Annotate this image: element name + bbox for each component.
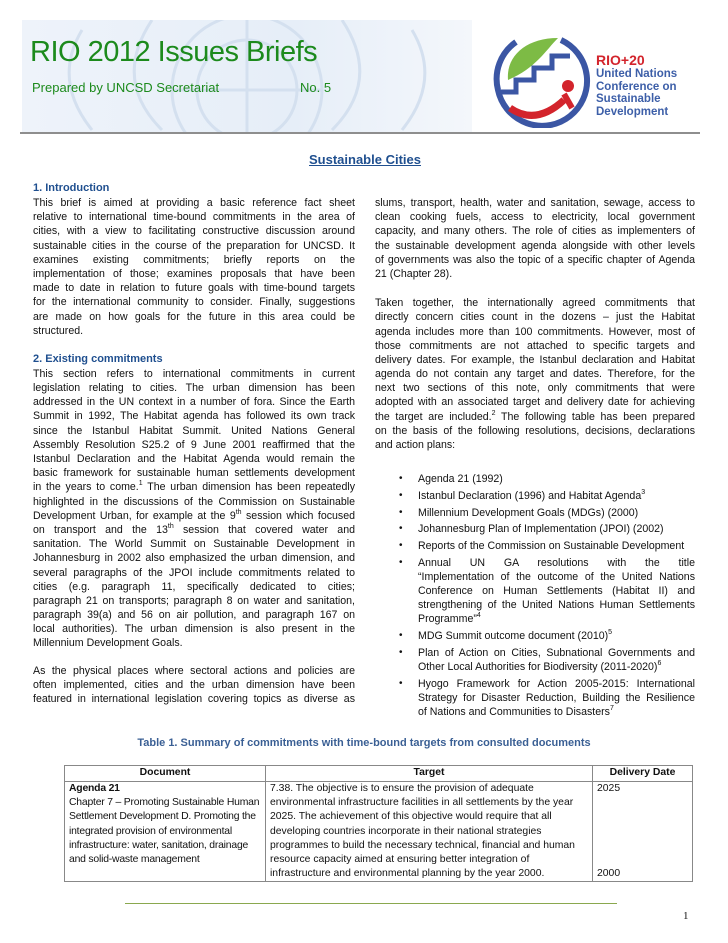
footnote-ref[interactable]: th xyxy=(167,522,174,530)
left-column xyxy=(33,181,355,706)
bullet-icon: • xyxy=(399,489,403,501)
text-line: of Nations and Communities to Disasters$^7$ xyxy=(418,705,614,718)
footnote-ref[interactable]: 2 xyxy=(491,409,496,417)
text-line: Strategy for Disaster Reduction, Building the Resilience xyxy=(418,691,695,704)
target-cell: 7.38. The objective is to ensure the provision of adequate environmental infrastructure facilities in all settlements by the year 2025. The achievement of this objective would require that all developing countries incorporate in their national strategies programmes to build the necessary technical, financial and human resource capacity aimed at ensuring better integration of infrastructure and environmental planning by the year 2000. xyxy=(266,782,593,882)
text-line: clean cooking fuels, access to electricity, local government xyxy=(375,211,695,224)
delivery-date-cell xyxy=(593,782,693,882)
text-line: the sustainable development agenda alongside with other levels xyxy=(375,239,695,252)
text-line: several paragraphs of the JPOI include commitments related to xyxy=(33,566,355,579)
logo-line: Sustainable xyxy=(596,93,661,105)
logo-line: Development xyxy=(596,105,669,118)
logo-brand: RIO+20 xyxy=(596,52,645,68)
footnote-ref[interactable]: 7 xyxy=(609,705,614,712)
text-line: and action plans: xyxy=(375,439,456,451)
text-line: Johannesburg in 2002 also emphasized the urban dimension, and xyxy=(33,552,355,565)
list-item xyxy=(375,629,695,643)
text-line: cities, with a view to facilitating constructive discussion around xyxy=(33,225,355,238)
bullet-icon: • xyxy=(399,646,403,658)
prepared-by: Prepared by UNCSD Secretariat xyxy=(32,80,220,95)
text-line: on transport and the 13th session that covered water and xyxy=(33,522,355,536)
text-line: Development Urban, for example at the 9th session which focused xyxy=(33,508,355,522)
text-line: Programme”$^4$ xyxy=(418,612,481,626)
column-header: Delivery Date xyxy=(593,766,693,782)
paragraph xyxy=(33,196,355,338)
text-line: Istanbul Declaration and the Habitat Agenda would remain the xyxy=(33,453,355,465)
delivery-date: 2025 xyxy=(597,783,621,794)
text-line: sanitation. The World Summit on Sustainable Development in xyxy=(33,538,355,551)
text-line: “Implementation of the outcome of the United Nations xyxy=(418,570,695,583)
text-line: often implemented, cities and the urban dimension have been xyxy=(33,678,355,691)
list-item xyxy=(375,472,695,486)
text-line: addressed in the UN context in a number of fora. Since the Earth xyxy=(33,396,355,409)
text-line: slums, transport, health, water and sanitation, sewage, access to xyxy=(375,197,695,209)
table-row xyxy=(65,782,693,882)
text-line: those commitments are not attached to specific targets and xyxy=(375,339,695,352)
text-line: Annual UN GA resolutions with the title xyxy=(418,556,695,569)
bullet-icon: • xyxy=(399,539,403,551)
text-line: Millennium Development Goals. xyxy=(33,637,183,650)
bullet-icon: • xyxy=(399,523,403,535)
text-line: capacity, and many others. The role of cities as implementers of xyxy=(375,225,695,238)
list-item xyxy=(375,522,695,536)
text-line: examines existing commitments; briefly reports on the xyxy=(33,253,355,266)
text-line: agenda do not contain any target and dates. Therefore, for the xyxy=(375,368,695,381)
text-line: implementation of those; examines proposals that have been xyxy=(33,267,355,280)
text-line: structured. xyxy=(33,324,84,337)
commitments-table xyxy=(64,765,693,882)
footnote-ref[interactable]: 1 xyxy=(138,480,143,488)
list-item xyxy=(375,506,695,520)
footnote-ref[interactable]: 5 xyxy=(608,629,613,637)
bullet-icon: • xyxy=(399,556,403,568)
text-line: adopted with an associated target and delivery date for achieving xyxy=(375,396,695,409)
text-line: 21 (Chapter 28). xyxy=(375,267,453,280)
text-line: MDG Summit outcome document $(2010)^5$ xyxy=(418,629,613,643)
text-line: strengthening of the United Nations Human Settlements xyxy=(418,599,695,612)
text-line: Johannesburg Plan of Implementation (JPOI) (2002) xyxy=(418,523,664,536)
text-line: the target are included.$^2$ The following table has been prepared xyxy=(375,409,695,423)
text-line: Agenda 21 (1992) xyxy=(418,473,503,486)
text-line: Taken together, the internationally agreed commitments that xyxy=(375,297,695,310)
text-line: Hyogo Framework for Action 2005-2015: International xyxy=(418,677,695,690)
text-line: Assembly Resolution S25.2 of 9 June 2001 reaffirmed that the xyxy=(33,438,355,451)
text-line: highlighted in the discussions of the Commission on Sustainable xyxy=(33,495,355,508)
text-line: on the basis of the following resolutions, decisions, declarations xyxy=(375,424,695,437)
list-item xyxy=(375,539,695,553)
footnote-ref[interactable]: 4 xyxy=(476,612,481,620)
text-line: next two sections of this note, only commitments that were xyxy=(375,382,695,395)
list-item xyxy=(375,646,695,674)
bullet-icon: • xyxy=(399,506,403,518)
text-line: sustainable cities in the course of the preparation for UNCSD. It xyxy=(33,239,355,252)
rio20-logo-text xyxy=(596,52,677,118)
text-line: This section refers to international commitments in current xyxy=(33,367,355,380)
logo-line: Conference on xyxy=(596,80,677,93)
header-rule xyxy=(20,132,700,134)
text-line: featured in international legislation covering topics as diverse as xyxy=(33,693,355,705)
table-caption: Table 1. Summary of commitments with time-bound targets from consulted documents xyxy=(137,737,591,749)
text-line: paragraph 39(a) and 56 on air pollution, and paragraph 167 on xyxy=(33,609,355,622)
footnote-ref[interactable]: 6 xyxy=(657,659,662,667)
text-line: agenda includes more than 100 commitments. However, most of xyxy=(375,325,695,338)
text-line: Summit in 1992, The Habitat agenda has followed its own track xyxy=(33,410,355,423)
text-line: are made on how goals for the future in this area could be xyxy=(33,310,355,323)
text-line: legislation relating to cities. The urban dimension has been xyxy=(33,382,355,395)
text-line: paragraph 21 on transports; paragraph 8 on water and sanitation, xyxy=(33,594,355,607)
text-line: Conference on Human Settlements (Habitat II) and xyxy=(418,585,695,597)
table-header-row xyxy=(65,766,693,782)
text-line: basic framework for sustainable human settlements development xyxy=(33,467,355,480)
document-name: Agenda 21 xyxy=(69,783,120,794)
paragraph xyxy=(375,296,695,452)
logo-line: United Nations xyxy=(596,68,678,80)
column-header: Target xyxy=(266,766,593,782)
bullet-icon: • xyxy=(399,630,403,642)
document-cell xyxy=(65,782,266,882)
text-line: Reports of the Commission on Sustainable Development xyxy=(418,539,685,552)
text-line: since the Istanbul Habitat Summit. United Nations General xyxy=(33,424,355,437)
issue-number: No. 5 xyxy=(300,80,332,95)
text-line: relative to international time-bound commitments in the area of xyxy=(33,211,355,224)
page-number: 1 xyxy=(683,910,689,922)
document-title: Sustainable Cities xyxy=(309,152,421,167)
paragraph xyxy=(33,664,355,707)
paragraph xyxy=(33,367,355,651)
document-detail: Chapter 7 – Promoting Sustainable Human Settlement Development D. Promoting the integrated provision of environmental infrastructure: water, sanitation, drainage and solid-waste management xyxy=(69,797,260,866)
bullet-icon: • xyxy=(399,677,403,689)
source-list xyxy=(375,472,695,719)
text-line: Istanbul Declaration (1996) and Habitat Agenda$^3$ xyxy=(418,488,646,502)
text-line: of governments was also the topic of a specific chapter of Agenda xyxy=(375,253,695,266)
paragraph xyxy=(375,196,695,281)
text-line: Other Local Authorities for Biodiversity (2011-2020)$^6$ xyxy=(418,659,662,673)
text-line: delivery dates. For example, the Istanbul declaration and Habitat xyxy=(375,353,695,366)
column-header: Document xyxy=(65,766,266,782)
series-title: RIO 2012 Issues Briefs xyxy=(30,36,318,68)
right-column xyxy=(375,196,695,722)
delivery-date: 2000 xyxy=(597,868,621,880)
footnote-ref[interactable]: th xyxy=(235,508,242,516)
section-heading-introduction: 1. Introduction xyxy=(33,182,110,194)
list-item xyxy=(375,489,695,503)
text-line: in the years to come.$^1$ The urban dimension has been repeatedly xyxy=(33,480,355,494)
rio20-logo-icon xyxy=(486,28,592,128)
text-line: made to date in relation to future goals with time-bound targets xyxy=(33,282,355,295)
footer-rule xyxy=(125,903,617,904)
bullet-icon: • xyxy=(399,473,403,485)
text-line: As the physical places where sectoral actions and policies are xyxy=(33,664,355,677)
text-line: cities (e.g. paragraph 11, specifically dedicated to cities; xyxy=(33,580,355,593)
footnote-ref[interactable]: 3 xyxy=(641,488,646,496)
text-line: directly concern cities count in the dozens – just the Habitat xyxy=(375,311,695,324)
list-item xyxy=(375,677,695,720)
text-line: local authorities). The urban dimension is also present in the xyxy=(33,623,355,636)
section-heading-existing-commitments: 2. Existing commitments xyxy=(33,352,163,365)
text-line: This brief is aimed at providing a basic reference fact sheet xyxy=(33,197,355,209)
list-item xyxy=(375,556,695,627)
text-line: Plan of Action on Cities, Subnational Governments and xyxy=(418,646,695,659)
text-line: for the international community to consider. Finally, suggestions xyxy=(33,296,355,309)
text-line: Millennium Development Goals (MDGs) (2000) xyxy=(418,506,639,519)
